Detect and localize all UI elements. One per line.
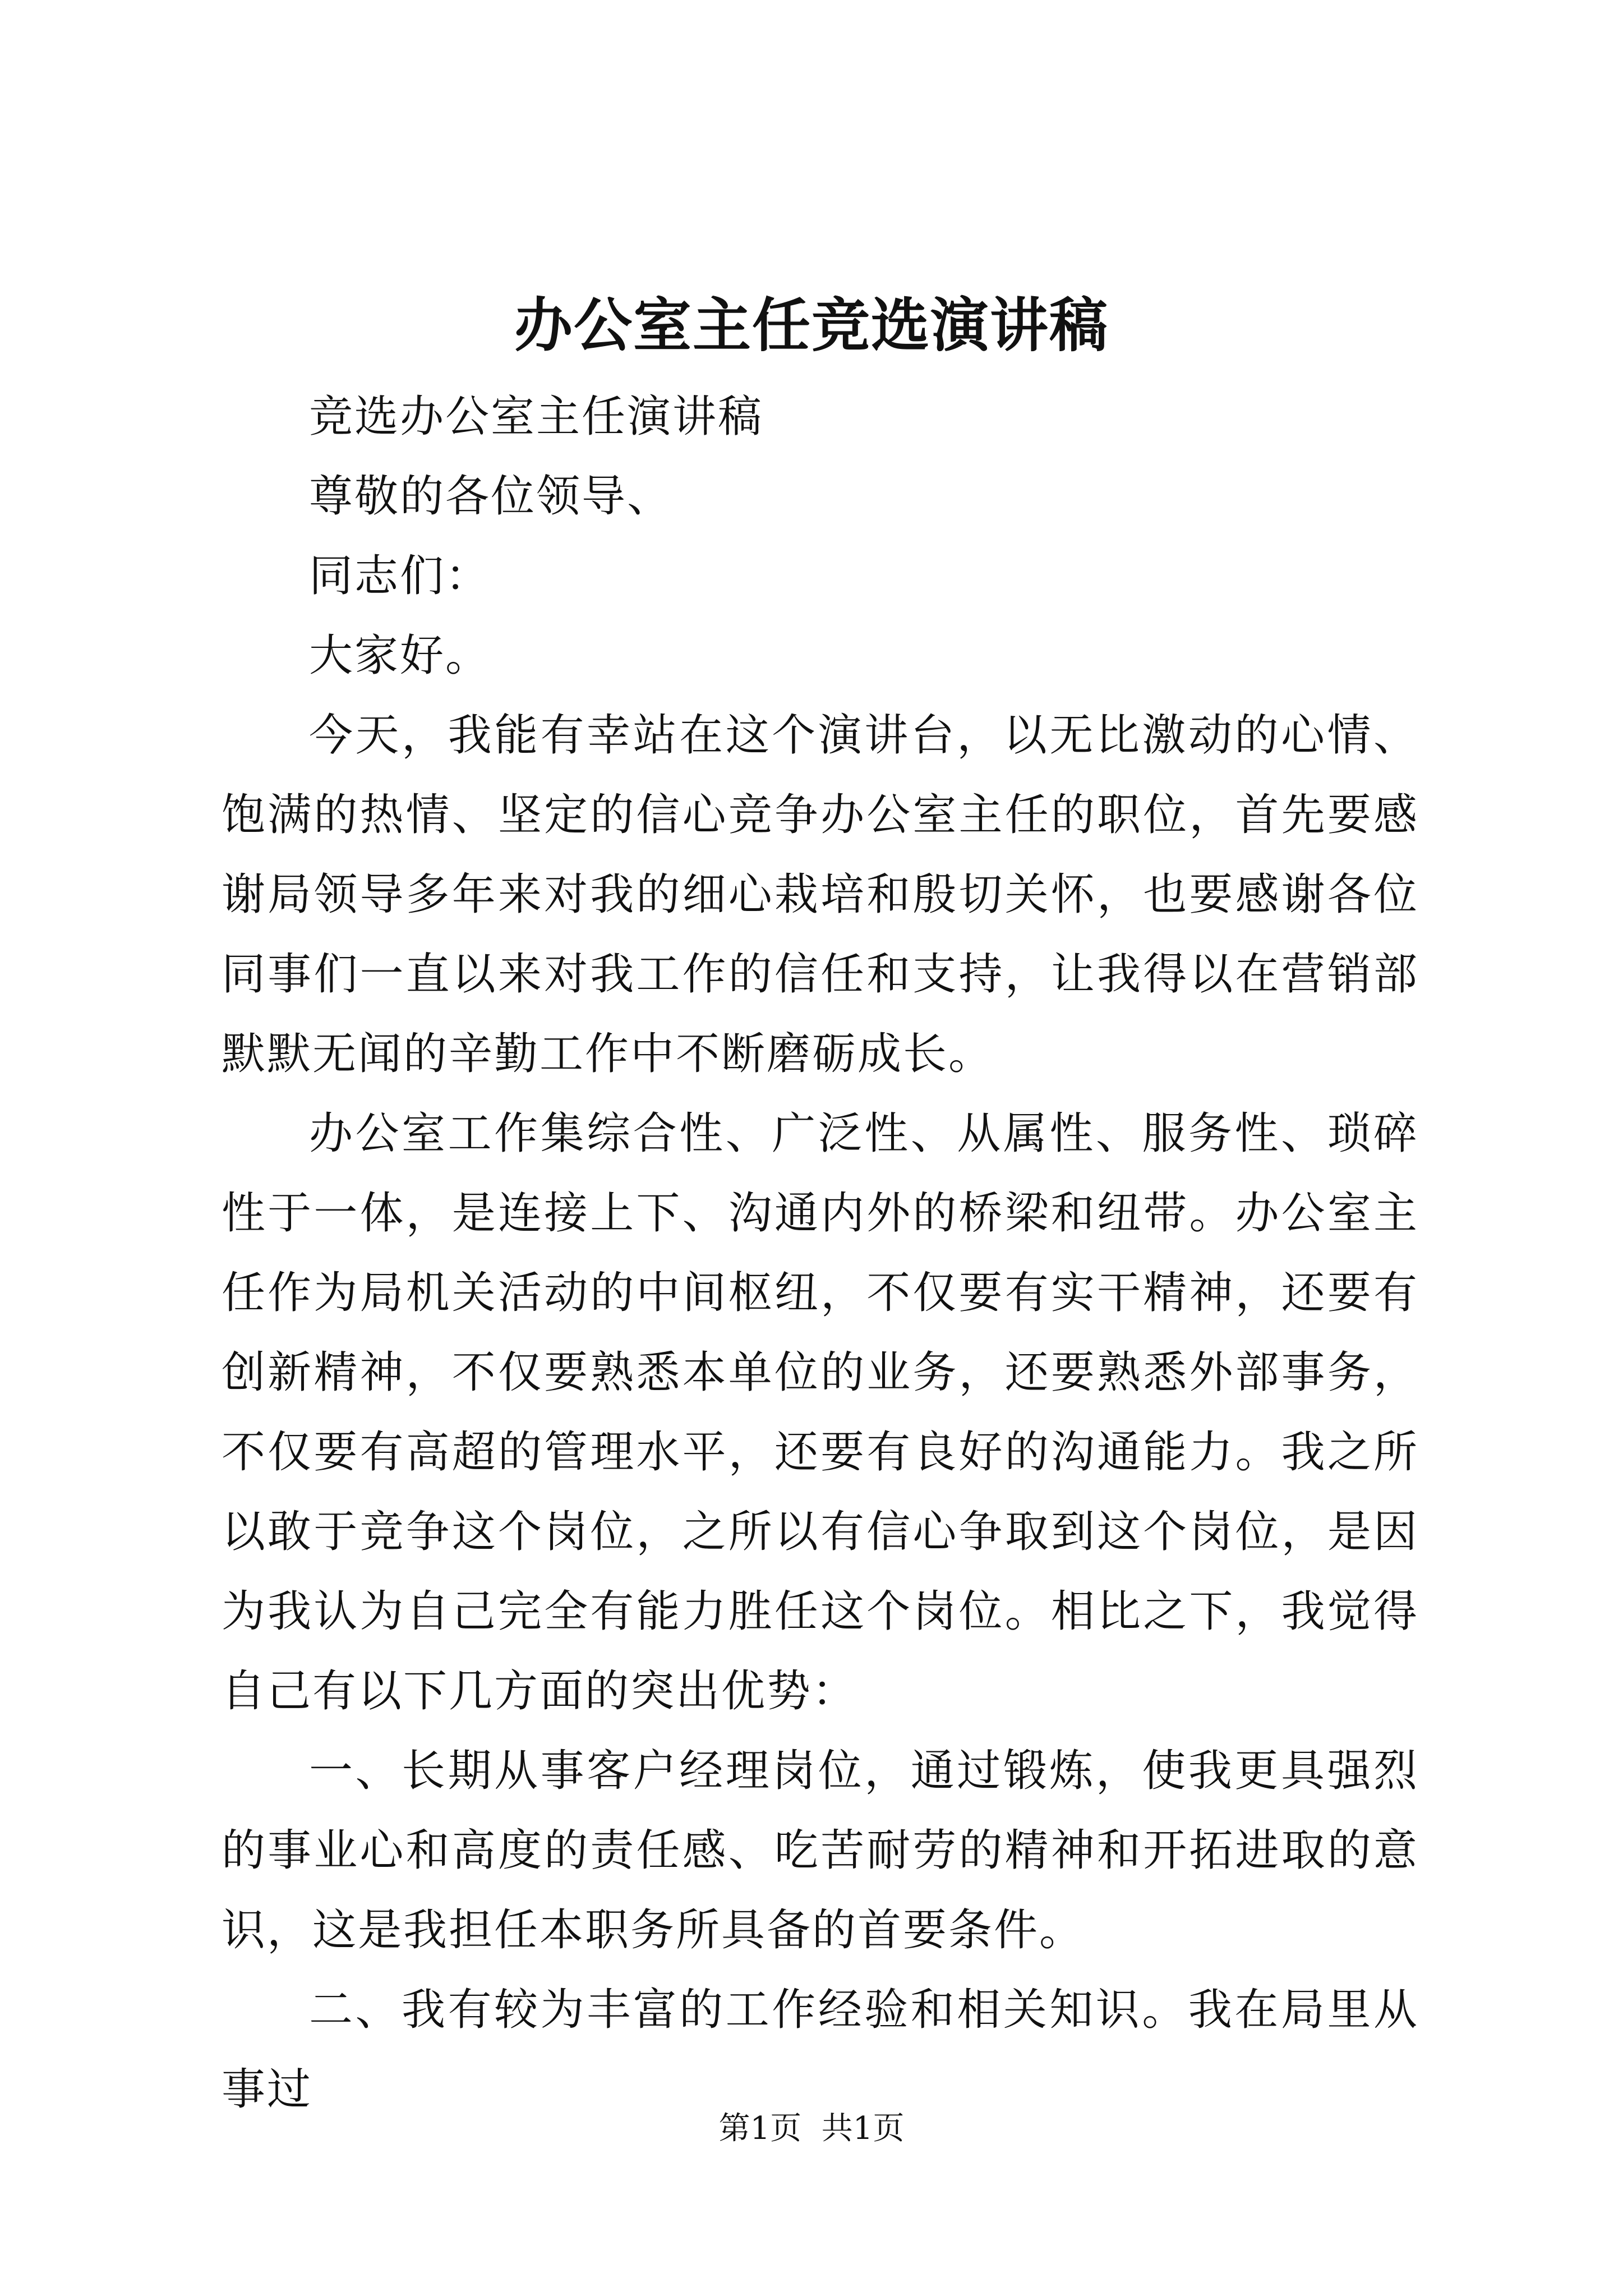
footer-page-number: 1 [750,2110,771,2147]
paragraph-office-work: 办公室工作集综合性、广泛性、从属性、服务性、琐碎性于一体，是连接上下、沟通内外的桥梁和纽带。办公室主任作为局机关活动的中间枢纽，不仅要有实干精神，还要有创新精神，不仅要熟悉本单位的业务，还要熟悉外部事务，不仅要有高超的管理水平，还要有良好的沟通能力。我之所以敢于竞争这个岗位，之所以有信心争取到这个岗位，是因为我认为自己完全有能力胜任这个岗位。相比之下，我觉得自己有以下几方面的突出优势： [222,1108,1419,1717]
paragraph-salutation-leaders: 尊敬的各位领导、 [309,471,673,522]
paragraph-salutation-comrades: 同志们： [309,551,491,601]
page-footer [0,2106,1623,2151]
paragraph-intro: 今天，我能有幸站在这个演讲台，以无比激动的心情、饱满的热情、坚定的信心竞争办公室主任的职位，首先要感谢局领导多年来对我的细心栽培和殷切关怀，也要感谢各位同事们一直以来对我工作的信任和支持，让我得以在营销部默默无闻的辛勤工作中不断磨砺成长。 [222,710,1419,1079]
footer-page-suffix: 页 [873,2110,905,2147]
paragraph-advantage-one: 一、长期从事客户经理岗位，通过锻炼，使我更具强烈的事业心和高度的责任感、吃苦耐劳的精神和开拓进取的意识，这是我担任本职务所具备的首要条件。 [222,1746,1419,1955]
footer-page-mid: 页 共 [770,2110,853,2147]
paragraph-subtitle: 竞选办公室主任演讲稿 [309,392,764,442]
paragraph-greeting: 大家好。 [309,631,491,681]
footer-total-pages: 1 [852,2110,873,2147]
document-title: 办公室主任竞选演讲稿 [514,291,1109,360]
footer-page-prefix: 第 [718,2110,750,2147]
document-body [222,377,1419,2129]
paragraph-advantage-two: 二、我有较为丰富的工作经验和相关知识。我在局里从事过 [222,1985,1419,2115]
